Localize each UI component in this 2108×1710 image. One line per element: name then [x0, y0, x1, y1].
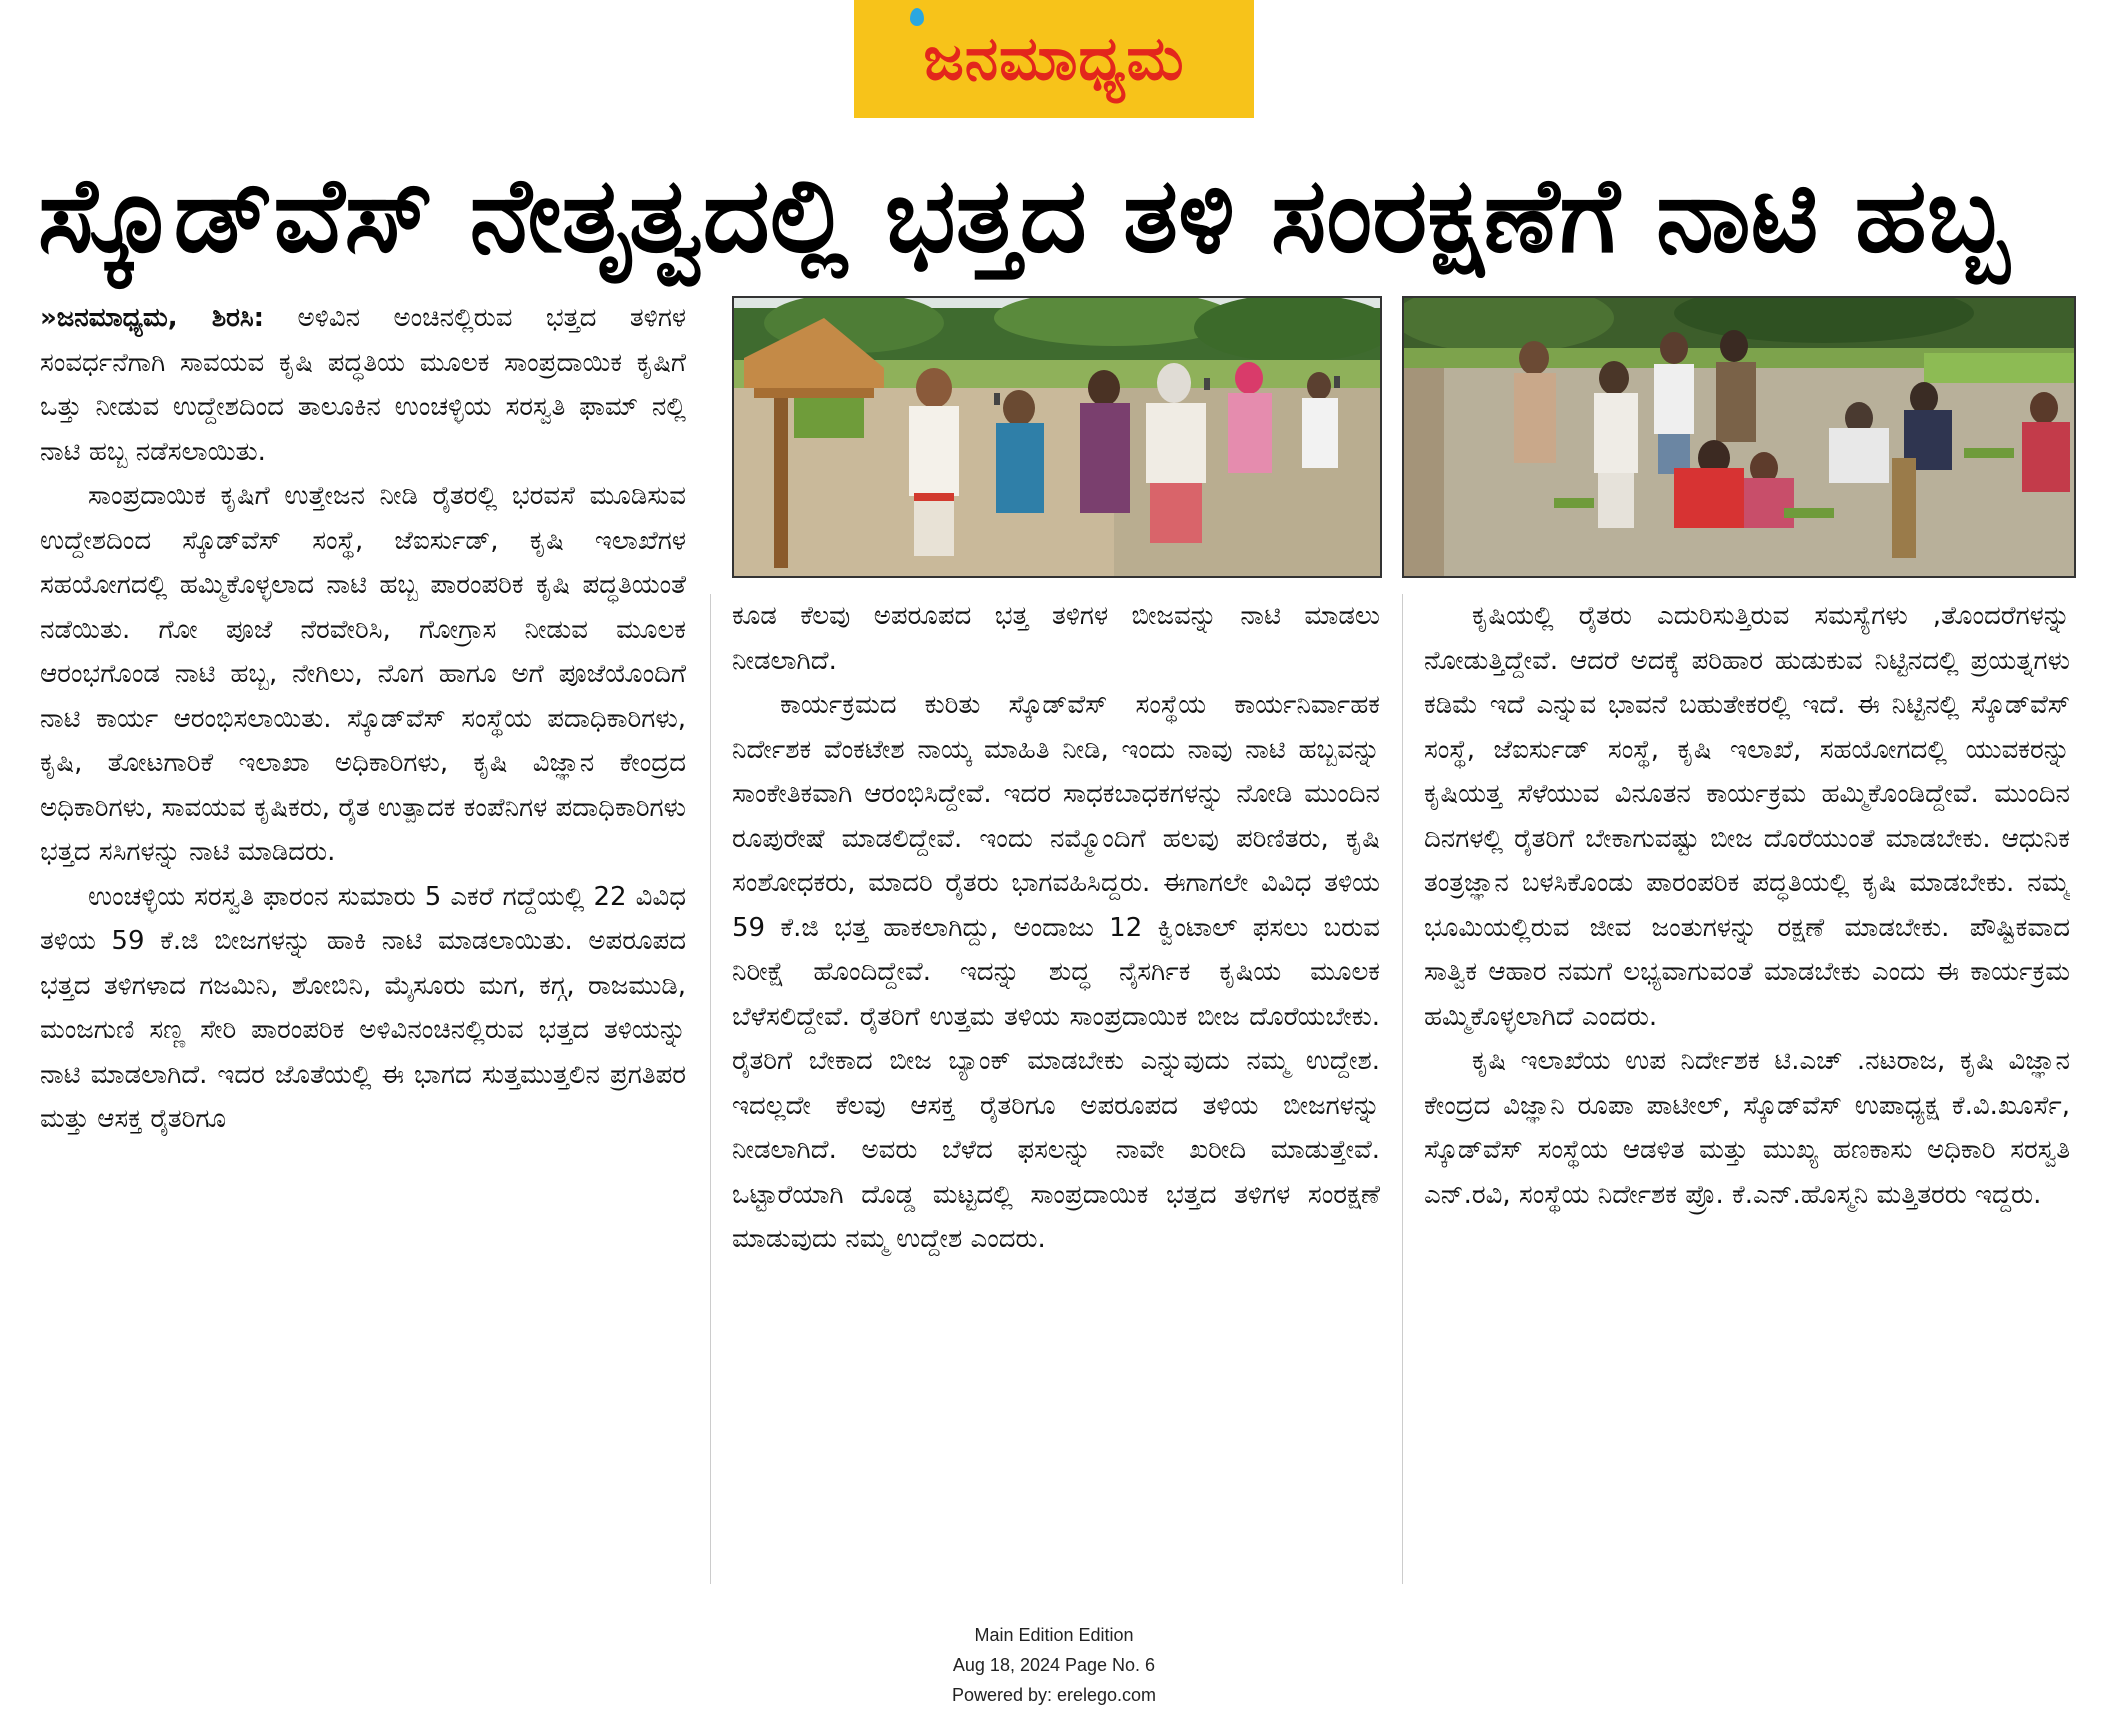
article-column-2 — [732, 594, 1380, 1594]
water-drop-icon — [910, 8, 924, 26]
article-column-1 — [40, 296, 686, 1596]
article-paragraph: ಕೃಷಿಯಲ್ಲಿ ರೈತರು ಎದುರಿಸುತ್ತಿರುವ ಸಮಸ್ಯೆಗಳು ,ತೊಂದರೆಗಳನ್ನು ನೋಡುತ್ತಿದ್ದೇವೆ. ಆದರೆ ಅದಕ್ಕೆ ಪರಿಹಾರ ಹುಡುಕುವ ನಿಟ್ಟಿನದಲ್ಲಿ ಪ್ರಯತ್ನಗಳು ಕಡಿಮೆ ಇದೆ ಎನ್ನುವ ಭಾವನೆ ಬಹುತೇಕರಲ್ಲಿ ಇದೆ. ಈ ನಿಟ್ಟಿನಲ್ಲಿ ಸ್ಕೊಡ್‌ವೆಸ್ ಸಂಸ್ಥೆ, ಜೆಐರ್ಸುಡ್ ಸಂಸ್ಥೆ, ಕೃಷಿ ಇಲಾಖೆ, ಸಹಯೋಗದಲ್ಲಿ ಯುವಕರನ್ನು ಕೃಷಿಯತ್ತ ಸೆಳೆಯುವ ವಿನೂತನ ಕಾರ್ಯಕ್ರಮ ಹಮ್ಮಿಕೊಂಡಿದ್ದೇವೆ. ಮುಂದಿನ ದಿನಗಳಲ್ಲಿ ರೈತರಿಗೆ ಬೇಕಾಗುವಷ್ಟು ಬೀಜ ದೊರೆಯುಂತೆ ಮಾಡಬೇಕು. ಆಧುನಿಕ ತಂತ್ರಜ್ಞಾನ ಬಳಸಿಕೊಂಡು ಪಾರಂಪರಿಕ ಪದ್ಧತಿಯಲ್ಲಿ ಕೃಷಿ ಮಾಡಬೇಕು. ನಮ್ಮ ಭೂಮಿಯಲ್ಲಿರುವ ಜೀವ ಜಂತುಗಳನ್ನು ರಕ್ಷಣೆ ಮಾಡಬೇಕು. ಪೌಷ್ಟಿಕವಾದ ಸಾತ್ವಿಕ ಆಹಾರ ನಮಗೆ ಲಭ್ಯವಾಗುವಂತೆ ಮಾಡಬೇಕು ಎಂದು ಈ ಕಾರ್ಯಕ್ರಮ ಹಮ್ಮಿಕೊಳ್ಳಲಾಗಿದೆ ಎಂದರು. — [1424, 601, 2070, 1032]
article-paragraph: ಕೃಷಿ ಇಲಾಖೆಯ ಉಪ ನಿರ್ದೇಶಕ ಟಿ.ಎಚ್ .ನಟರಾಜ, ಕೃಷಿ ವಿಜ್ಞಾನ ಕೇಂದ್ರದ ವಿಜ್ಞಾನಿ ರೂಪಾ ಪಾಟೀಲ್, ಸ್ಕೊಡ್‌ವೆಸ್ ಉಪಾಧ್ಯಕ್ಷ ಕೆ.ವಿ.ಖೂರ್ಸೆ, ಸ್ಕೊಡ್‌ವೆಸ್ ಸಂಸ್ಥೆಯ ಆಡಳಿತ ಮತ್ತು ಮುಖ್ಯ ಹಣಕಾಸು ಅಧಿಕಾರಿ ಸರಸ್ವತಿ ಎನ್.ರವಿ, ಸಂಸ್ಥೆಯ ನಿರ್ದೇಶಕ ಪ್ರೊ. ಕೆ.ಎನ್.ಹೊಸ್ಮನಿ ಮತ್ತಿತರರು ಇದ್ದರು. — [1424, 1046, 2070, 1210]
paragraph-text: ಅಳಿವಿನ ಅಂಚಿನಲ್ಲಿರುವ ಭತ್ತದ ತಳಿಗಳ ಸಂವರ್ಧನೆಗಾಗಿ ಸಾವಯವ ಕೃಷಿ ಪದ್ಧತಿಯ ಮೂಲಕ ಸಾಂಪ್ರದಾಯಿಕ ಕೃಷಿಗೆ ಒತ್ತು ನೀಡುವ ಉದ್ದೇಶದಿಂದ ತಾಲೂಕಿನ ಉಂಚಳ್ಳಿಯ ಸರಸ್ವತಿ ಫಾಮ್ ನಲ್ಲಿ ನಾಟಿ ಹಬ್ಬ ನಡೆಸಲಾಯಿತು. — [40, 303, 686, 467]
page-footer — [854, 1620, 1254, 1710]
article-column-3 — [1424, 594, 2070, 1594]
article-photo-procession — [732, 296, 1382, 578]
article-paragraph: ಕಾರ್ಯಕ್ರಮದ ಕುರಿತು ಸ್ಕೊಡ್‌ವೆಸ್ ಸಂಸ್ಥೆಯ ಕಾರ್ಯನಿರ್ವಾಹಕ ನಿರ್ದೇಶಕ ವೆಂಕಟೇಶ ನಾಯ್ಕ ಮಾಹಿತಿ ನೀಡಿ, ಇಂದು ನಾವು ನಾಟಿ ಹಬ್ಬವನ್ನು ಸಾಂಕೇತಿಕವಾಗಿ ಆರಂಭಿಸಿದ್ದೇವೆ. ಇದರ ಸಾಧಕಬಾಧಕಗಳನ್ನು ನೋಡಿ ಮುಂದಿನ ರೂಪುರೇಷೆ ಮಾಡಲಿದ್ದೇವೆ. ಇಂದು ನಮ್ಮೊಂದಿಗೆ ಹಲವು ಪರಿಣಿತರು, ಕೃಷಿ ಸಂಶೋಧಕರು, ಮಾದರಿ ರೈತರು ಭಾಗವಹಿಸಿದ್ದರು. ಈಗಾಗಲೇ ವಿವಿಧ ತಳಿಯ 59 ಕೆ.ಜಿ ಭತ್ತ ಹಾಕಲಾಗಿದ್ದು, ಅಂದಾಜು 12 ಕ್ವಿಂಟಾಲ್ ಫಸಲು ಬರುವ ನಿರೀಕ್ಷೆ ಹೊಂದಿದ್ದೇವೆ. ಇದನ್ನು ಶುದ್ಧ ನೈಸರ್ಗಿಕ ಕೃಷಿಯ ಮೂಲಕ ಬೆಳೆಸಲಿದ್ದೇವೆ. ರೈತರಿಗೆ ಉತ್ತಮ ತಳಿಯ ಸಾಂಪ್ರದಾಯಿಕ ಬೀಜ ದೊರೆಯಬೇಕು. ರೈತರಿಗೆ ಬೇಕಾದ ಬೀಜ ಬ್ಯಾಂಕ್ ಮಾಡಬೇಕು ಎನ್ನುವುದು ನಮ್ಮ ಉದ್ದೇಶ. ಇದಲ್ಲದೇ ಕೆಲವು ಆಸಕ್ತ ರೈತರಿಗೂ ಅಪರೂಪದ ತಳಿಯ ಬೀಜಗಳನ್ನು ನೀಡಲಾಗಿದೆ. ಅವರು ಬೆಳೆದ ಫಸಲನ್ನು ನಾವೇ ಖರೀದಿ ಮಾಡುತ್ತೇವೆ. ಒಟ್ಟಾರೆಯಾಗಿ ದೊಡ್ಡ ಮಟ್ಟದಲ್ಲಿ ಸಾಂಪ್ರದಾಯಿಕ ಭತ್ತದ ತಳಿಗಳ ಸಂರಕ್ಷಣೆ ಮಾಡುವುದು ನಮ್ಮ ಉದ್ದೇಶ ಎಂದರು. — [732, 690, 1380, 1254]
article-dateline: »ಜನಮಾಧ್ಯಮ, ಶಿರಸಿ: — [40, 303, 265, 333]
article-photo-planting — [1402, 296, 2076, 578]
article-paragraph: ಕೂಡ ಕೆಲವು ಅಪರೂಪದ ಭತ್ತ ತಳಿಗಳ ಬೀಜವನ್ನು ನಾಟಿ ಮಾಡಲು ನೀಡಲಾಗಿದೆ. — [732, 601, 1380, 676]
article-paragraph: ಉಂಚಳ್ಳಿಯ ಸರಸ್ವತಿ ಫಾರಂನ ಸುಮಾರು 5 ಎಕರೆ ಗದ್ದೆಯಲ್ಲಿ 22 ವಿವಿಧ ತಳಿಯ 59 ಕೆ.ಜಿ ಬೀಜಗಳನ್ನು ಹಾಕಿ ನಾಟಿ ಮಾಡಲಾಯಿತು. ಅಪರೂಪದ ಭತ್ತದ ತಳಿಗಳಾದ ಗಜಮಿನಿ, ಶೋಬಿನಿ, ಮೈಸೂರು ಮಗ, ಕಗ್ಗ, ರಾಜಮುಡಿ, ಮಂಜಗುಣಿ ಸಣ್ಣ ಸೇರಿ ಪಾರಂಪರಿಕ ಅಳಿವಿನಂಚಿನಲ್ಲಿರುವ ಭತ್ತದ ತಳಿಯನ್ನು ನಾಟಿ ಮಾಡಲಾಗಿದೆ. ಇದರ ಜೊತೆಯಲ್ಲಿ ಈ ಭಾಗದ ಸುತ್ತಮುತ್ತಲಿನ ಪ್ರಗತಿಪರ ಮತ್ತು ಆಸಕ್ತ ರೈತರಿಗೂ — [40, 881, 686, 1134]
column-divider — [710, 594, 711, 1584]
edition-label: Main Edition Edition — [974, 1625, 1134, 1645]
masthead-logo — [854, 0, 1254, 118]
planting-photo-illustration — [1404, 298, 2074, 576]
column-divider — [1402, 594, 1403, 1584]
date-page-label: Aug 18, 2024 Page No. 6 — [952, 1655, 1156, 1675]
article-headline: ಸ್ಕೊಡ್‌ವೆಸ್ ನೇತೃತ್ವದಲ್ಲಿ ಭತ್ತದ ತಳಿ ಸಂರಕ್ಷಣೆಗೆ ನಾಟಿ ಹಬ್ಬ — [38, 154, 2009, 276]
powered-by-label: Powered by: erelego.com — [951, 1685, 1157, 1705]
newspaper-name: ಜನಮಾಧ್ಯಮ — [923, 24, 1185, 94]
article-paragraph: ಸಾಂಪ್ರದಾಯಿಕ ಕೃಷಿಗೆ ಉತ್ತೇಜನ ನೀಡಿ ರೈತರಲ್ಲಿ ಭರವಸೆ ಮೂಡಿಸುವ ಉದ್ದೇಶದಿಂದ ಸ್ಕೊಡ್‌ವೆಸ್ ಸಂಸ್ಥೆ, ಜೆಐರ್ಸುಡ್, ಕೃಷಿ ಇಲಾಖೆಗಳ ಸಹಯೋಗದಲ್ಲಿ ಹಮ್ಮಿಕೊಳ್ಳಲಾದ ನಾಟಿ ಹಬ್ಬ ಪಾರಂಪರಿಕ ಕೃಷಿ ಪದ್ಧತಿಯಂತೆ ನಡೆಯಿತು. ಗೋ ಪೂಜೆ ನೆರವೇರಿಸಿ, ಗೋಗ್ರಾಸ ನೀಡುವ ಮೂಲಕ ಆರಂಭಗೊಂಡ ನಾಟಿ ಹಬ್ಬ, ನೇಗಿಲು, ನೊಗ ಹಾಗೂ ಅಗೆ ಪೂಜೆಯೊಂದಿಗೆ ನಾಟಿ ಕಾರ್ಯ ಆರಂಭಿಸಲಾಯಿತು. ಸ್ಕೊಡ್‌ವೆಸ್ ಸಂಸ್ಥೆಯ ಪದಾಧಿಕಾರಿಗಳು, ಕೃಷಿ, ತೋಟಗಾರಿಕೆ ಇಲಾಖಾ ಅಧಿಕಾರಿಗಳು, ಕೃಷಿ ವಿಜ್ಞಾನ ಕೇಂದ್ರದ ಅಧಿಕಾರಿಗಳು, ಸಾವಯವ ಕೃಷಿಕರು, ರೈತ ಉತ್ಪಾದಕ ಕಂಪೆನಿಗಳ ಪದಾಧಿಕಾರಿಗಳು ಭತ್ತದ ಸಸಿಗಳನ್ನು ನಾಟಿ ಮಾಡಿದರು. — [40, 481, 686, 867]
procession-photo-illustration — [734, 298, 1380, 576]
article-paragraph — [40, 296, 686, 474]
